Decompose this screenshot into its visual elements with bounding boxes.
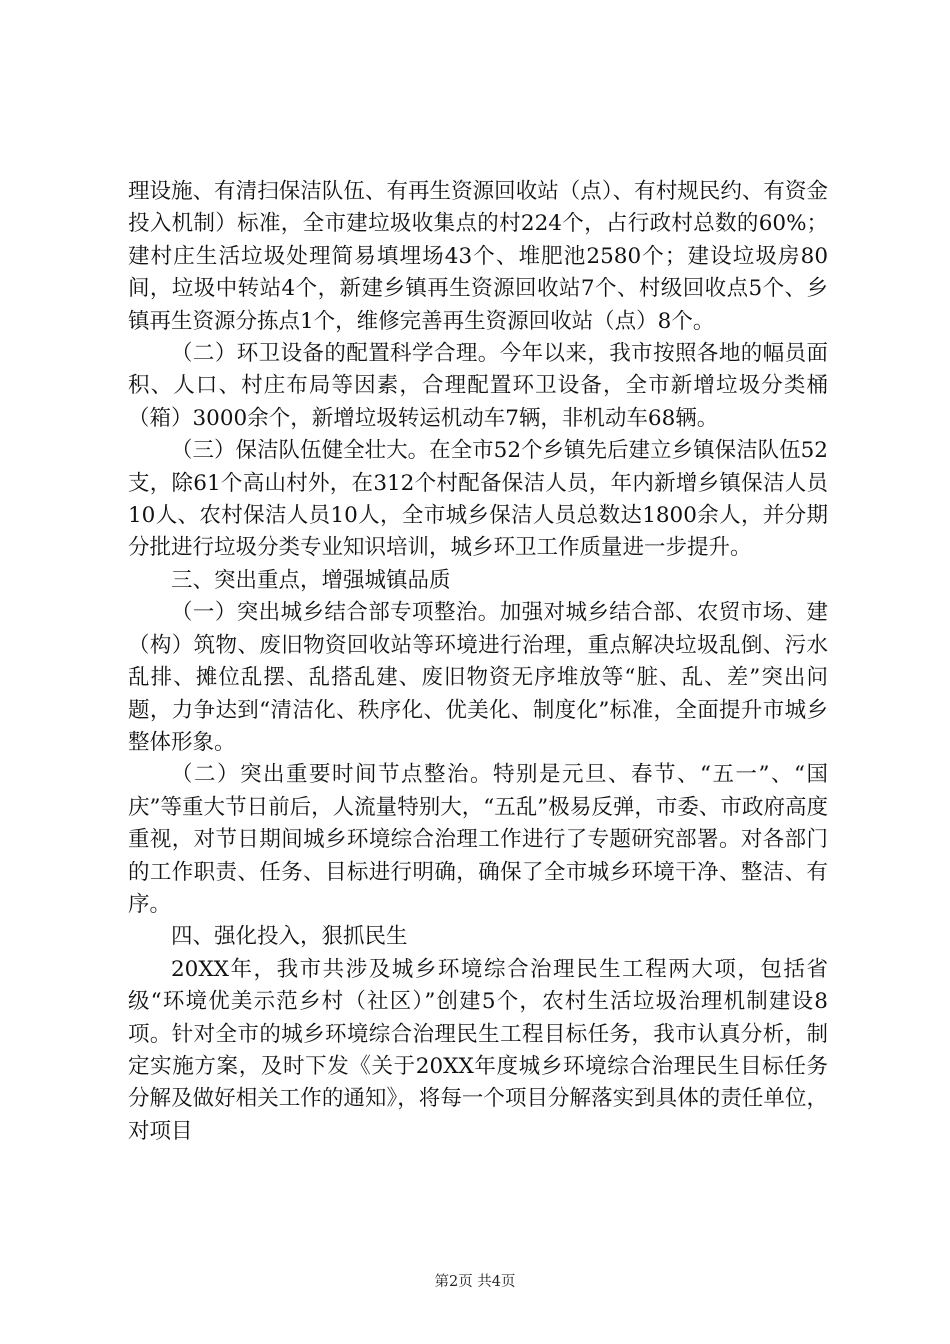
- section-heading-three: 三、突出重点，增强城镇品质: [171, 567, 451, 593]
- paragraph-sanitation-equipment: （二）环卫设备的配置科学合理。今年以来，我市按照各地的幅员面积、人口、村庄布局等因素，合理配置环卫设备，全市新增垃圾分类桶（箱）3000余个，新增垃圾转运机动车7辆，非机动车68辆。: [128, 341, 828, 431]
- paragraph-cleaning-team: （三）保洁队伍健全壮大。在全市52个乡镇先后建立乡镇保洁队伍52支，除61个高山村外，在312个村配备保洁人员，年内新增乡镇保洁人员10人、农村保洁人员10人，全市城乡保洁人员总数达1800余人，并分期分批进行垃圾分类专业知识培训，城乡环卫工作质量进一步提升。: [128, 438, 828, 561]
- paragraph-holiday-rectification: （二）突出重要时间节点整治。特别是元旦、春节、“五一”、“国庆”等重大节日前后，人流量特别大，“五乱”极易反弹，市委、市政府高度重视，对节日期间城乡环境综合治理工作进行了专题研究部署。对各部门的工作职责、任务、目标进行明确，确保了全市城乡环境干净、整洁、有序。: [128, 762, 828, 917]
- document-body: [128, 176, 828, 1148]
- paragraph-facilities-continued: 理设施、有清扫保洁队伍、有再生资源回收站（点）、有村规民约、有资金投入机制）标准，全市建垃圾收集点的村224个，占行政村总数的60%；建村庄生活垃圾处理简易填埋场43个、堆肥池2580个；建设垃圾房80间，垃圾中转站4个，新建乡镇再生资源回收站7个、村级回收点5个、乡镇再生资源分拣点1个，维修完善再生资源回收站（点）8个。: [128, 179, 828, 334]
- paragraph-urban-rural-fringe: （一）突出城乡结合部专项整治。加强对城乡结合部、农贸市场、建（构）筑物、废旧物资回收站等环境进行治理，重点解决垃圾乱倒、污水乱排、摊位乱摆、乱搭乱建、废旧物资无序堆放等“脏、乱、差”突出问题，力争达到“清洁化、秩序化、优美化、制度化”标准，全面提升市城乡整体形象。: [128, 600, 828, 755]
- paragraph-livelihood-projects: 20XX年，我市共涉及城乡环境综合治理民生工程两大项，包括省级“环境优美示范乡村（社区）”创建5个，农村生活垃圾治理机制建设8项。针对全市的城乡环境综合治理民生工程目标任务，我市认真分析，制定实施方案，及时下发《关于20XX年度城乡环境综合治理民生目标任务分解及做好相关工作的通知》，将每一个项目分解落实到具体的责任单位，对项目: [128, 956, 828, 1144]
- page-number-footer: 第2页 共4页: [434, 1274, 516, 1290]
- section-heading-four: 四、强化投入，狠抓民生: [171, 924, 408, 950]
